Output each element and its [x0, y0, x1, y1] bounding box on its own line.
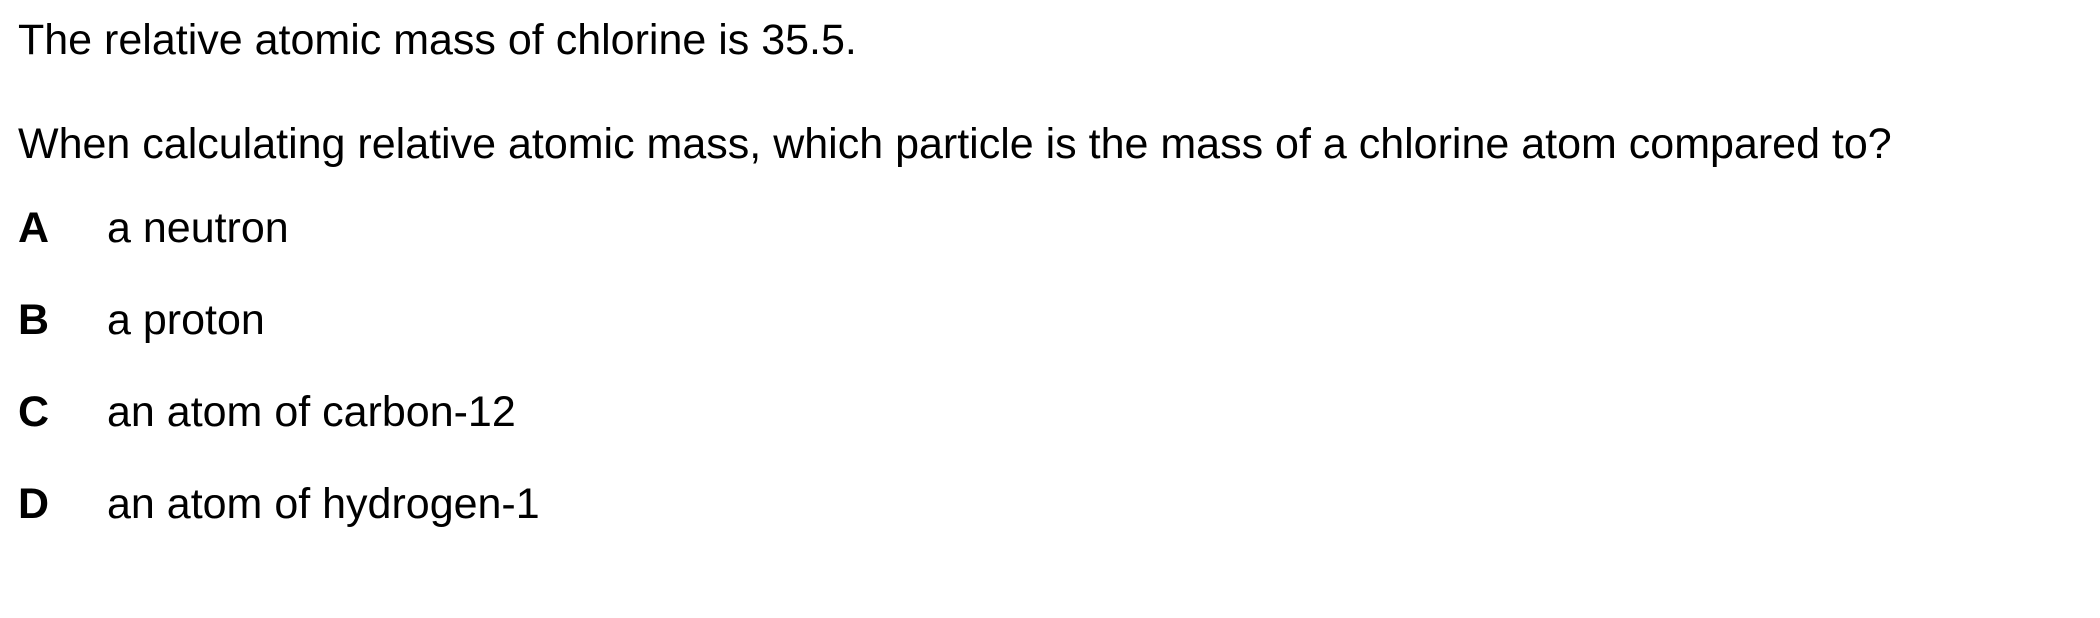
option-b[interactable]: [18, 294, 2078, 346]
question-intro: The relative atomic mass of chlorine is 35.5.: [18, 16, 857, 64]
option-letter: B: [18, 296, 50, 344]
option-d[interactable]: [18, 478, 2078, 530]
option-letter: D: [18, 480, 50, 528]
option-text: a neutron: [107, 204, 289, 252]
answer-options: [18, 202, 2078, 530]
question-prompt: When calculating relative atomic mass, which particle is the mass of a chlorine atom compared to?: [18, 120, 1892, 168]
option-letter: A: [18, 204, 50, 252]
option-text: an atom of hydrogen-1: [107, 480, 540, 528]
option-letter: C: [18, 388, 50, 436]
option-a[interactable]: [18, 202, 2078, 254]
option-text: an atom of carbon-12: [107, 388, 516, 436]
question-block: [18, 14, 2078, 570]
option-text: a proton: [107, 296, 265, 344]
option-c[interactable]: [18, 386, 2078, 438]
